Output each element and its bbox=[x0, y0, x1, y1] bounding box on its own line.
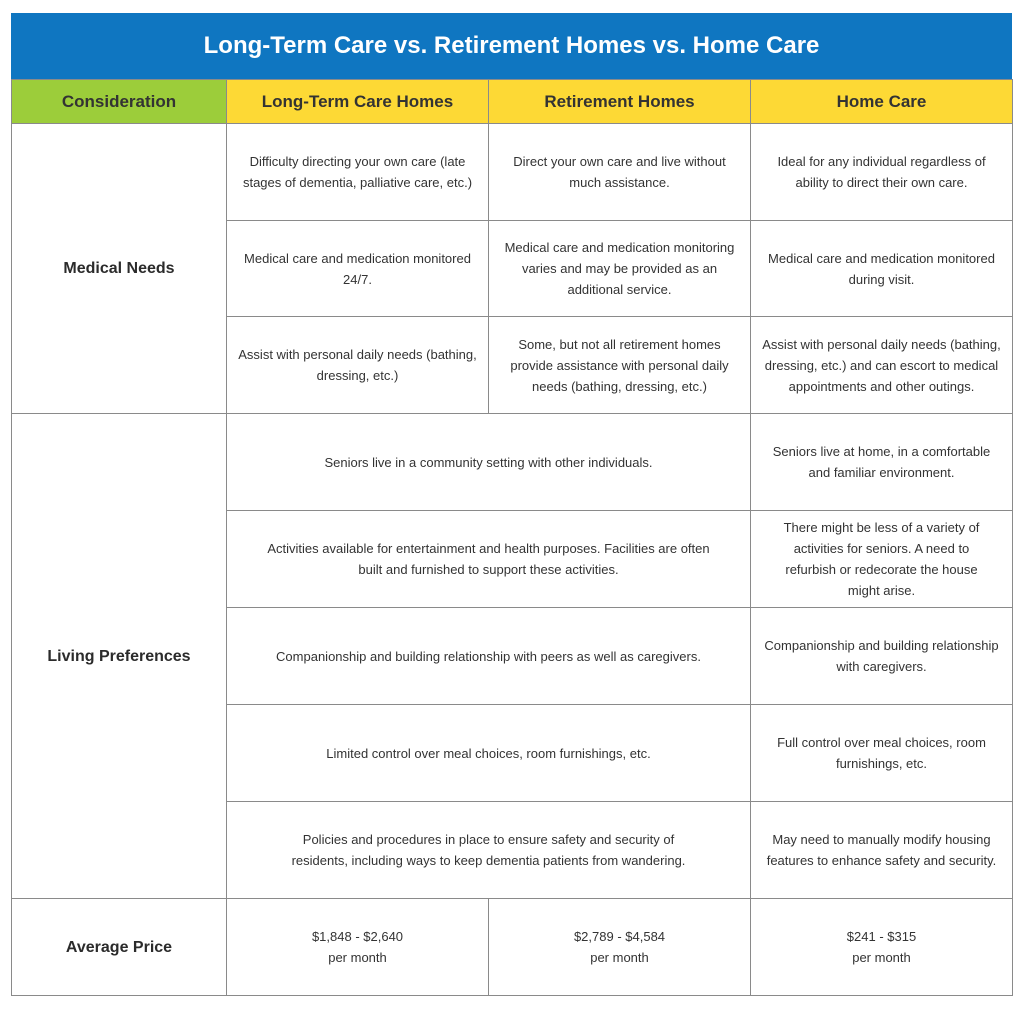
table-cell: May need to manually modify housing features to enhance safety and security. bbox=[751, 802, 1013, 899]
price-unit: per month bbox=[590, 950, 649, 965]
table-cell: Some, but not all retirement homes provide assistance with personal daily needs (bathing, dressing, etc.) bbox=[489, 317, 751, 414]
price-cell bbox=[751, 899, 1013, 996]
table-cell: Difficulty directing your own care (late stages of dementia, palliative care, etc.) bbox=[227, 124, 489, 221]
table-cell: Medical care and medication monitored during visit. bbox=[751, 221, 1013, 317]
table-cell: Assist with personal daily needs (bathing, dressing, etc.) bbox=[227, 317, 489, 414]
table-cell: Seniors live at home, in a comfortable and familiar environment. bbox=[751, 414, 1013, 511]
header-row bbox=[12, 80, 1013, 124]
table-cell: Limited control over meal choices, room furnishings, etc. bbox=[227, 705, 751, 802]
table-cell: Companionship and building relationship with caregivers. bbox=[751, 608, 1013, 705]
header-long-term-care: Long-Term Care Homes bbox=[227, 80, 489, 124]
table-row bbox=[12, 899, 1013, 996]
price-unit: per month bbox=[852, 950, 911, 965]
table-cell: Seniors live in a community setting with other individuals. bbox=[227, 414, 751, 511]
price-unit: per month bbox=[328, 950, 387, 965]
table-cell: Ideal for any individual regardless of ability to direct their own care. bbox=[751, 124, 1013, 221]
table-cell: Medical care and medication monitored 24/7. bbox=[227, 221, 489, 317]
table-cell: Companionship and building relationship with peers as well as caregivers. bbox=[227, 608, 751, 705]
table-cell: There might be less of a variety of activities for seniors. A need to refurbish or redecorate the house might arise. bbox=[751, 511, 1013, 608]
header-consideration: Consideration bbox=[12, 80, 227, 124]
table-row bbox=[12, 414, 1013, 511]
table-cell: Policies and procedures in place to ensure safety and security of residents, including ways to keep dementia patients from wandering. bbox=[227, 802, 751, 899]
price-cell bbox=[227, 899, 489, 996]
table-cell: Assist with personal daily needs (bathing, dressing, etc.) and can escort to medical appointments and other outings. bbox=[751, 317, 1013, 414]
price-amount: $2,789 - $4,584 bbox=[573, 929, 666, 944]
page-title: Long-Term Care vs. Retirement Homes vs. Home Care bbox=[11, 13, 1012, 79]
medical-needs-label: Medical Needs bbox=[12, 124, 227, 414]
price-amount: $241 - $315 bbox=[846, 929, 917, 944]
average-price-label: Average Price bbox=[12, 899, 227, 996]
table-cell: Medical care and medication monitoring varies and may be provided as an additional service. bbox=[489, 221, 751, 317]
price-cell bbox=[489, 899, 751, 996]
header-retirement-homes: Retirement Homes bbox=[489, 80, 751, 124]
table-cell: Direct your own care and live without much assistance. bbox=[489, 124, 751, 221]
living-preferences-label: Living Preferences bbox=[12, 414, 227, 899]
comparison-table bbox=[11, 79, 1013, 996]
comparison-infographic bbox=[11, 13, 1012, 998]
header-home-care: Home Care bbox=[751, 80, 1013, 124]
table-cell: Activities available for entertainment and health purposes. Facilities are often built and furnished to support these activities. bbox=[227, 511, 751, 608]
table-cell: Full control over meal choices, room furnishings, etc. bbox=[751, 705, 1013, 802]
table-row bbox=[12, 124, 1013, 221]
price-amount: $1,848 - $2,640 bbox=[311, 929, 404, 944]
